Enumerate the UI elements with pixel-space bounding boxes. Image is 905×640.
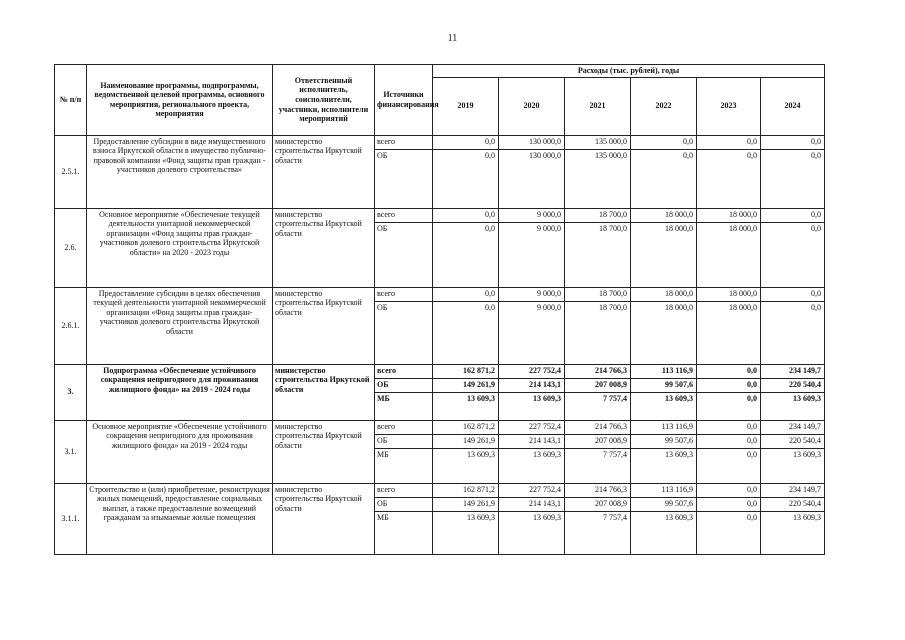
value: 0,0 [697,435,760,449]
row-name: Подпрограмма «Обеспечение устойчивого сокращения непригодного для проживания жилищного фонда» на 2019 - 2024 годы [87,364,273,420]
value: 99 507,6 [631,435,696,449]
row-responsible: министерство строительства Иркутской области [273,135,375,208]
value-cell [499,364,565,420]
source-label: ОБ [375,435,432,449]
value: 18 000,0 [631,288,696,302]
value-cell [631,483,697,554]
value-cell [697,135,761,208]
value-cell [499,483,565,554]
value: 130 000,0 [529,150,561,160]
value: 18 700,0 [599,302,627,312]
row-name: Основное мероприятие «Обеспечение устойчивого сокращения непригодного для проживания жилищного фонда» на 2019 - 2024 годы [87,420,273,483]
row-name: Строительство и (или) приобретение, реконструкция жилых помещений, предоставление социальных выплат, а также предоставление возмещений гражданам за изымаемые жилые помещения [87,483,273,554]
source-label: МБ [377,393,390,403]
value: 0,0 [747,449,757,459]
value: 234 149,7 [761,365,824,379]
value: 162 871,2 [433,484,498,498]
value: 9 000,0 [537,302,561,312]
source-label: всего [375,136,432,150]
value-cell [631,364,697,420]
value: 13 609,3 [665,393,693,403]
value: 162 871,2 [433,365,498,379]
value: 113 116,9 [631,484,696,498]
value-cell [631,420,697,483]
header-year: 2021 [565,77,631,135]
value: 13 609,3 [467,393,495,403]
value: 214 766,3 [565,484,630,498]
value: 0,0 [485,223,495,233]
row-sources [375,135,433,208]
row-number: 3.1. [55,420,87,483]
row-number: 3. [55,364,87,420]
value: 13 609,3 [793,393,822,403]
value-cell [565,483,631,554]
value: 0,0 [811,223,822,233]
value: 0,0 [631,136,696,150]
value-cell [565,287,631,364]
value-cell [433,135,499,208]
header-year: 2022 [631,77,697,135]
value: 0,0 [811,302,822,312]
value-cell [565,208,631,287]
row-responsible: министерство строительства Иркутской области [273,287,375,364]
source-label: ОБ [377,302,388,312]
value: 220 540,4 [761,435,824,449]
value: 162 871,2 [433,421,498,435]
value: 7 757,4 [603,512,627,522]
source-label: ОБ [375,498,432,512]
header-year: 2020 [499,77,565,135]
value: 18 700,0 [565,288,630,302]
value-cell [433,420,499,483]
value: 0,0 [485,302,495,312]
value: 0,0 [761,288,824,302]
table-row [55,364,825,420]
source-label: ОБ [377,223,388,233]
value: 18 000,0 [665,302,693,312]
header-num: № п/п [55,65,87,136]
value: 130 000,0 [499,136,564,150]
value: 18 000,0 [665,223,693,233]
header-year: 2024 [761,77,825,135]
value: 0,0 [747,512,757,522]
row-number: 2.5.1. [55,135,87,208]
value-cell [761,364,825,420]
row-responsible: министерство строительства Иркутской области [273,364,375,420]
value: 13 609,3 [533,393,561,403]
value: 207 008,9 [565,435,630,449]
value: 9 000,0 [499,288,564,302]
value: 7 757,4 [603,449,627,459]
row-sources [375,420,433,483]
value: 214 766,3 [565,365,630,379]
value: 207 008,9 [565,498,630,512]
value: 0,0 [697,379,760,393]
value: 0,0 [697,421,760,435]
row-name: Предоставление субсидии в целях обеспечения текущей деятельности унитарной некоммерческой организации «Фонд защиты прав граждан-участников долевого строительства Иркутской области [87,287,273,364]
value: 220 540,4 [761,379,824,393]
value: 18 000,0 [729,302,757,312]
value-cell [631,208,697,287]
value: 0,0 [697,498,760,512]
page-number: 11 [447,33,458,44]
value-cell [761,208,825,287]
value-cell [433,287,499,364]
value: 149 261,9 [433,498,498,512]
value: 149 261,9 [433,379,498,393]
value-cell [499,287,565,364]
value: 18 000,0 [729,223,757,233]
source-label: всего [375,484,432,498]
value: 214 143,1 [499,379,564,393]
value: 13 609,3 [467,512,495,522]
value: 149 261,9 [433,435,498,449]
header-sources: Источники финансирования [375,65,433,136]
source-label: всего [375,288,432,302]
table-row [55,208,825,287]
value: 0,0 [747,150,757,160]
value: 227 752,4 [499,484,564,498]
value-cell [761,483,825,554]
value-cell [761,135,825,208]
value: 13 609,3 [665,512,693,522]
value: 214 143,1 [499,498,564,512]
value: 0,0 [433,136,498,150]
row-responsible: министерство строительства Иркутской области [273,483,375,554]
value: 0,0 [485,150,495,160]
value-cell [697,483,761,554]
value: 0,0 [697,365,760,379]
header-name: Наименование программы, подпрограммы, ведомственной целевой программы, основного мероприятия, регионального проекта, мероприятия [87,65,273,136]
value-cell [499,208,565,287]
value: 18 000,0 [697,209,760,223]
value: 0,0 [761,136,824,150]
value-cell [697,364,761,420]
header-year: 2023 [697,77,761,135]
value: 0,0 [433,209,498,223]
source-label: МБ [377,449,389,459]
value: 13 609,3 [533,449,561,459]
source-label: ОБ [377,150,388,160]
row-number: 2.6. [55,208,87,287]
value: 9 000,0 [537,223,561,233]
row-sources [375,208,433,287]
row-sources [375,364,433,420]
row-number: 3.1.1. [55,483,87,554]
value-cell [565,420,631,483]
value: 18 000,0 [631,209,696,223]
row-name: Предоставление субсидии в виде имущественного взноса Иркутской области в имущество публично-правовой компании «Фонд защиты прав граждан - участников долевого строительства» [87,135,273,208]
value: 113 116,9 [631,421,696,435]
value: 0,0 [697,136,760,150]
row-name: Основное мероприятие «Обеспечение текущей деятельности унитарной некоммерческой организации «Фонд защиты прав граждан-участников долевого строительства Иркутской области» на 2020 - 2023 годы [87,208,273,287]
value: 13 609,3 [665,449,693,459]
source-label: всего [375,365,432,379]
value: 113 116,9 [631,365,696,379]
value: 135 000,0 [595,150,627,160]
value: 13 609,3 [793,449,822,459]
header-responsible: Ответственный исполнитель, соисполнители, участники, исполнители мероприятий [273,65,375,136]
table-row [55,483,825,554]
value: 227 752,4 [499,365,564,379]
value: 13 609,3 [467,449,495,459]
value-cell [697,420,761,483]
source-label: всего [375,209,432,223]
value: 13 609,3 [793,512,822,522]
value: 7 757,4 [603,393,627,403]
source-label: ОБ [375,379,432,393]
value-cell [761,287,825,364]
row-number: 2.6.1. [55,287,87,364]
value-cell [631,135,697,208]
value: 0,0 [683,150,693,160]
value: 18 000,0 [697,288,760,302]
value: 18 700,0 [599,223,627,233]
table-row [55,420,825,483]
value-cell [433,208,499,287]
value-cell [499,420,565,483]
row-sources [375,287,433,364]
source-label: всего [375,421,432,435]
value: 0,0 [761,209,824,223]
table-row [55,135,825,208]
value-cell [433,364,499,420]
value-cell [565,135,631,208]
value: 214 766,3 [565,421,630,435]
value: 207 008,9 [565,379,630,393]
value: 220 540,4 [761,498,824,512]
row-responsible: министерство строительства Иркутской области [273,420,375,483]
value: 214 143,1 [499,435,564,449]
value: 99 507,6 [631,498,696,512]
header-year: 2019 [433,77,499,135]
source-label: МБ [377,512,389,522]
value: 234 149,7 [761,421,824,435]
value-cell [565,364,631,420]
value-cell [761,420,825,483]
header-expenses: Расходы (тыс. рублей), годы [433,65,825,78]
value: 0,0 [811,150,822,160]
value: 9 000,0 [499,209,564,223]
value: 234 149,7 [761,484,824,498]
value-cell [697,208,761,287]
value: 0,0 [697,484,760,498]
value: 13 609,3 [533,512,561,522]
value: 18 700,0 [565,209,630,223]
budget-table [54,64,825,555]
value: 0,0 [747,393,757,403]
value: 227 752,4 [499,421,564,435]
value-cell [499,135,565,208]
value-cell [433,483,499,554]
value: 0,0 [433,288,498,302]
value: 99 507,6 [631,379,696,393]
value-cell [697,287,761,364]
value: 135 000,0 [565,136,630,150]
value-cell [631,287,697,364]
row-sources [375,483,433,554]
table-row [55,287,825,364]
row-responsible: министерство строительства Иркутской области [273,208,375,287]
